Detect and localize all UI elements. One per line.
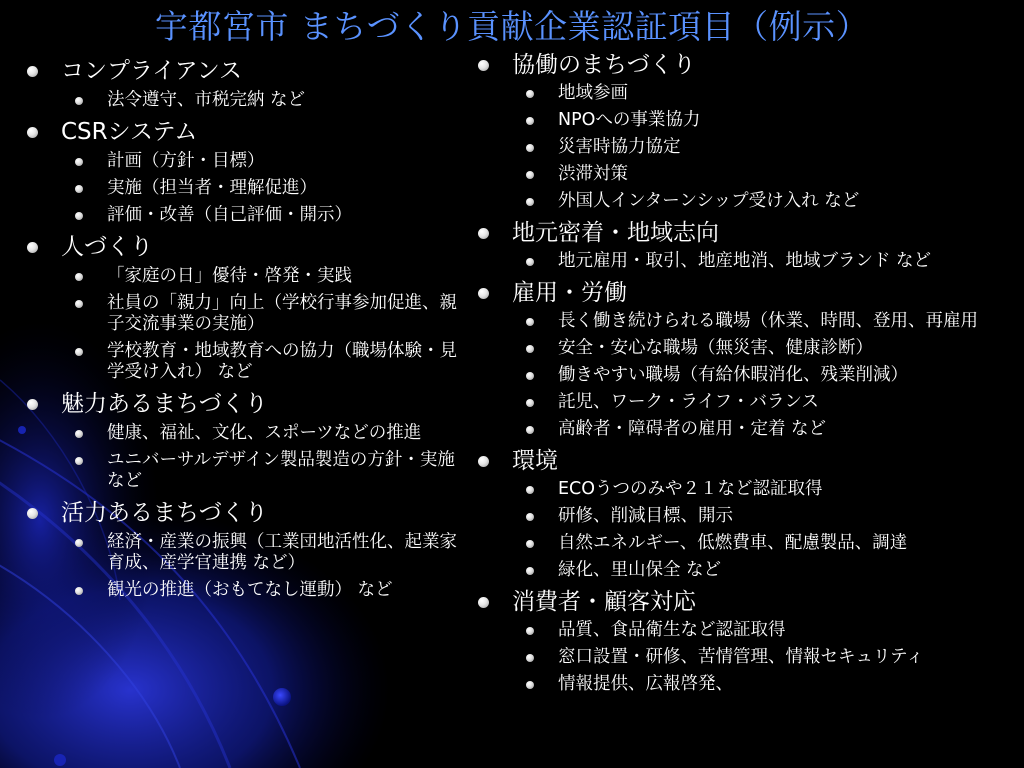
sub-bullet-icon bbox=[75, 185, 83, 193]
sub-item-label: NPOへの事業協力 bbox=[558, 110, 701, 130]
sub-bullet-icon bbox=[75, 273, 83, 281]
sub-bullet-icon bbox=[75, 457, 83, 465]
sub-bullet-icon bbox=[526, 258, 534, 266]
sub-item bbox=[61, 532, 471, 574]
sub-item bbox=[512, 392, 1012, 413]
sub-item-list bbox=[512, 479, 1012, 581]
sub-item-label: 品質、食品衛生など認証取得 bbox=[558, 620, 786, 640]
sub-item-label: 実施（担当者・理解促進） bbox=[107, 178, 317, 198]
bullet-icon bbox=[478, 597, 489, 608]
sub-item-label: 研修、削減目標、開示 bbox=[558, 506, 733, 526]
sub-bullet-icon bbox=[526, 171, 534, 179]
sub-item bbox=[512, 560, 1012, 581]
sub-bullet-icon bbox=[526, 567, 534, 575]
sub-bullet-icon bbox=[75, 97, 83, 105]
category-label: 環境 bbox=[512, 448, 558, 474]
sub-item-label: 健康、福祉、文化、スポーツなどの推進 bbox=[107, 423, 422, 443]
sub-item-list bbox=[512, 251, 1012, 272]
sub-bullet-icon bbox=[526, 681, 534, 689]
sub-bullet-icon bbox=[526, 90, 534, 98]
sub-item bbox=[512, 137, 1012, 158]
sub-bullet-icon bbox=[526, 426, 534, 434]
sub-item bbox=[512, 311, 1012, 332]
sub-bullet-icon bbox=[526, 540, 534, 548]
sub-item-label: 外国人インターンシップ受け入れ など bbox=[558, 191, 860, 211]
sub-bullet-icon bbox=[526, 654, 534, 662]
sub-bullet-icon bbox=[75, 430, 83, 438]
sub-item-label: 窓口設置・研修、苦情管理、情報セキュリティ bbox=[558, 647, 924, 667]
sub-bullet-icon bbox=[75, 587, 83, 595]
category-label: 地元密着・地域志向 bbox=[512, 220, 719, 246]
category-consumer-relations bbox=[477, 587, 1012, 695]
category-vibrant-town bbox=[26, 498, 471, 601]
sub-bullet-icon bbox=[75, 539, 83, 547]
sub-item bbox=[512, 620, 1012, 641]
category-label: 雇用・労働 bbox=[512, 280, 627, 306]
sub-item-list bbox=[512, 311, 1012, 440]
sub-item bbox=[61, 90, 471, 111]
sub-item bbox=[61, 580, 471, 601]
bullet-icon bbox=[478, 456, 489, 467]
sub-item-label: 安全・安心な職場（無災害、健康診断） bbox=[558, 338, 873, 358]
sub-bullet-icon bbox=[526, 372, 534, 380]
sub-item-label: 社員の「親力」向上（学校行事参加促進、親子交流事業の実施） bbox=[107, 293, 457, 334]
sub-item-label: 地元雇用・取引、地産地消、地域ブランド など bbox=[558, 251, 932, 271]
sub-item bbox=[61, 450, 471, 492]
sub-item-label: 自然エネルギー、低燃費車、配慮製品、調達 bbox=[558, 533, 908, 553]
sub-item bbox=[512, 533, 1012, 554]
sub-item-label: 渋滞対策 bbox=[558, 164, 628, 184]
sub-item bbox=[512, 83, 1012, 104]
bullet-icon bbox=[478, 228, 489, 239]
sub-item bbox=[512, 647, 1012, 668]
sub-bullet-icon bbox=[526, 627, 534, 635]
sub-item bbox=[61, 341, 471, 383]
category-label: 消費者・顧客対応 bbox=[512, 589, 696, 615]
sub-bullet-icon bbox=[526, 399, 534, 407]
sub-item-label: 計画（方針・目標） bbox=[107, 151, 265, 171]
sub-bullet-icon bbox=[75, 158, 83, 166]
sub-bullet-icon bbox=[526, 486, 534, 494]
left-category-list bbox=[26, 56, 471, 601]
sub-item-label: 経済・産業の振興（工業団地活性化、起業家育成、産学官連携 など） bbox=[107, 532, 457, 573]
sub-bullet-icon bbox=[75, 212, 83, 220]
right-column bbox=[477, 50, 1012, 701]
sub-item-label: ユニバーサルデザイン製品製造の方針・実施 など bbox=[107, 450, 455, 491]
sub-item-label: 地域参画 bbox=[558, 83, 628, 103]
sub-item-list bbox=[61, 532, 471, 601]
category-local-orientation bbox=[477, 218, 1012, 272]
category-employment-labor bbox=[477, 278, 1012, 440]
right-category-list bbox=[477, 50, 1012, 695]
sub-item bbox=[512, 191, 1012, 212]
sub-item-label: 長く働き続けられる職場（休業、時間、登用、再雇用 bbox=[558, 311, 978, 331]
bullet-icon bbox=[27, 242, 38, 253]
sub-item bbox=[61, 178, 471, 199]
sub-bullet-icon bbox=[75, 300, 83, 308]
sub-bullet-icon bbox=[526, 144, 534, 152]
sub-item bbox=[512, 164, 1012, 185]
category-attractive-town bbox=[26, 389, 471, 492]
bullet-icon bbox=[27, 127, 38, 138]
slide-title: 宇都宮市 まちづくり貢献企業認証項目（例示） bbox=[154, 7, 870, 46]
sub-bullet-icon bbox=[526, 117, 534, 125]
sub-item bbox=[512, 365, 1012, 386]
sub-item-label: 情報提供、広報啓発、 bbox=[558, 674, 733, 694]
sub-item bbox=[61, 266, 471, 287]
sub-item bbox=[512, 251, 1012, 272]
category-csr-system bbox=[26, 117, 471, 226]
bullet-icon bbox=[27, 508, 38, 519]
bullet-icon bbox=[27, 399, 38, 410]
sub-item bbox=[512, 674, 1012, 695]
bullet-icon bbox=[478, 288, 489, 299]
sub-item-list bbox=[512, 83, 1012, 212]
sub-item-label: 学校教育・地域教育への協力（職場体験・見学受け入れ） など bbox=[107, 341, 457, 382]
sub-item-label: 働きやすい職場（有給休暇消化、残業削減） bbox=[558, 365, 908, 385]
category-label: コンプライアンス bbox=[61, 58, 243, 84]
sub-item bbox=[61, 151, 471, 172]
sub-item-list bbox=[61, 151, 471, 226]
sub-item bbox=[512, 338, 1012, 359]
sub-item-label: ECOうつのみや２１など認証取得 bbox=[558, 479, 823, 499]
sub-item-label: 緑化、里山保全 など bbox=[558, 560, 722, 580]
sub-item bbox=[61, 423, 471, 444]
sub-item-list bbox=[61, 90, 471, 111]
sub-item-label: 高齢者・障碍者の雇用・定着 など bbox=[558, 419, 827, 439]
sub-item-label: 評価・改善（自己評価・開示） bbox=[107, 205, 352, 225]
sub-bullet-icon bbox=[526, 345, 534, 353]
category-environment bbox=[477, 446, 1012, 581]
sub-item bbox=[512, 506, 1012, 527]
bullet-icon bbox=[27, 66, 38, 77]
category-collaborative-town bbox=[477, 50, 1012, 212]
sub-item-label: 災害時協力協定 bbox=[558, 137, 681, 157]
sub-item bbox=[61, 293, 471, 335]
sub-bullet-icon bbox=[75, 348, 83, 356]
sub-item bbox=[512, 479, 1012, 500]
bullet-icon bbox=[478, 60, 489, 71]
sub-item-list bbox=[61, 423, 471, 492]
category-label: 魅力あるまちづくり bbox=[61, 391, 268, 417]
sub-item-label: 「家庭の日」優待・啓発・実践 bbox=[107, 266, 352, 286]
sub-bullet-icon bbox=[526, 198, 534, 206]
sub-item-label: 観光の推進（おもてなし運動） など bbox=[107, 580, 393, 600]
category-human-development bbox=[26, 232, 471, 383]
category-label: 人づくり bbox=[61, 234, 153, 260]
sub-item bbox=[61, 205, 471, 226]
sub-bullet-icon bbox=[526, 513, 534, 521]
category-label: 協働のまちづくり bbox=[512, 52, 696, 78]
sub-item-list bbox=[61, 266, 471, 383]
sub-item bbox=[512, 419, 1012, 440]
left-column bbox=[26, 56, 471, 607]
sub-item-label: 法令遵守、市税完納 など bbox=[107, 90, 306, 110]
sub-bullet-icon bbox=[526, 318, 534, 326]
sub-item-label: 託児、ワーク・ライフ・バランス bbox=[558, 392, 819, 412]
category-compliance bbox=[26, 56, 471, 111]
sub-item-list bbox=[512, 620, 1012, 695]
category-label: 活力あるまちづくり bbox=[61, 500, 268, 526]
sub-item bbox=[512, 110, 1012, 131]
category-label: CSRシステム bbox=[61, 119, 198, 145]
